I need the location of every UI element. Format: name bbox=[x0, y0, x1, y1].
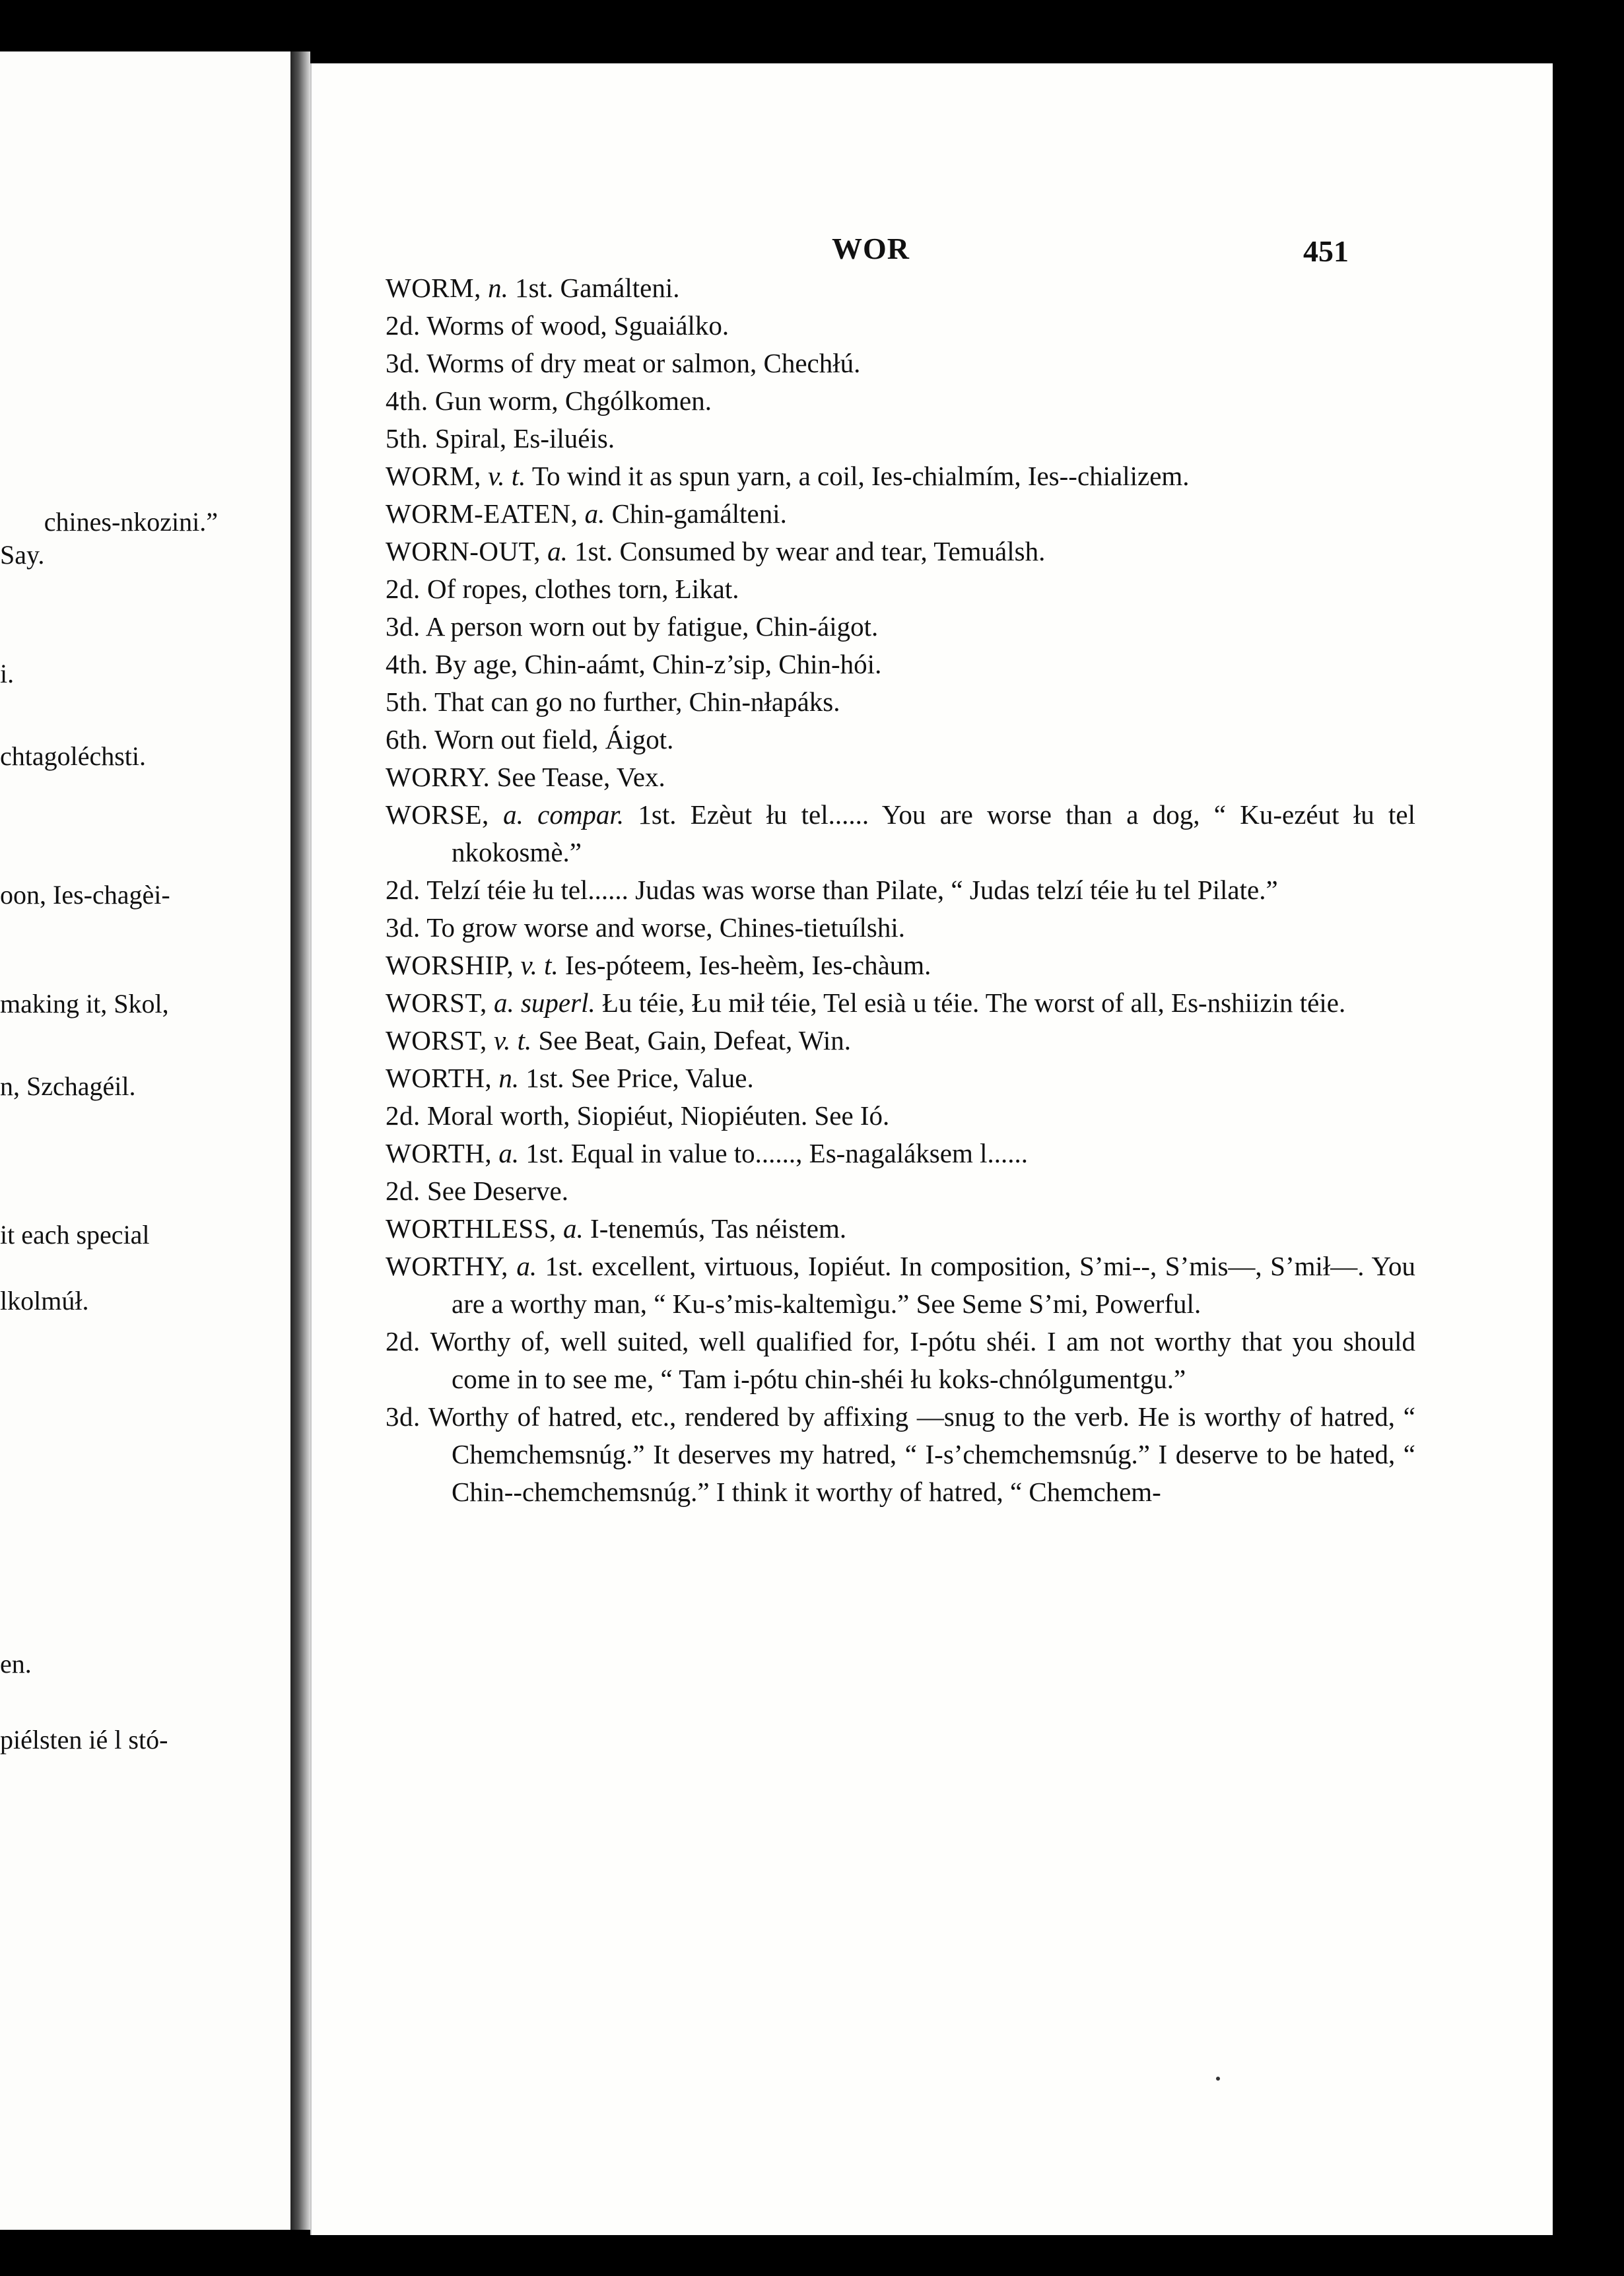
dictionary-entry bbox=[386, 1059, 1415, 1097]
entry-grammar: n. bbox=[498, 1063, 520, 1093]
dictionary-entry bbox=[386, 796, 1415, 871]
dictionary-entry bbox=[386, 721, 1415, 758]
entry-headword: 2d. bbox=[386, 1100, 421, 1131]
dictionary-entry bbox=[386, 307, 1415, 345]
fragment-line: piélsten ié l stó- bbox=[0, 1725, 168, 1755]
entry-headword: 2d. bbox=[386, 1176, 421, 1206]
facing-page-fragment bbox=[0, 51, 290, 2230]
entry-headword: 5th. bbox=[386, 686, 428, 717]
dictionary-entry bbox=[386, 457, 1415, 495]
dictionary-entry bbox=[386, 570, 1415, 608]
entry-headword: 3d. bbox=[386, 1401, 421, 1432]
dictionary-entry bbox=[386, 1172, 1415, 1210]
dictionary-entry bbox=[386, 1097, 1415, 1135]
dictionary-page bbox=[310, 63, 1553, 2235]
entry-headword: 2d. bbox=[386, 1326, 421, 1356]
entry-headword: WORSE, bbox=[386, 799, 489, 830]
dictionary-entry bbox=[386, 420, 1415, 457]
dictionary-entry bbox=[386, 871, 1415, 909]
dictionary-entry bbox=[386, 1248, 1415, 1323]
entry-headword: WORN-OUT, bbox=[386, 536, 541, 566]
entry-text: That can go no further, Chin-nłapáks. bbox=[428, 686, 840, 717]
entry-text: Ies-póteem, Ies-heèm, Ies-chàum. bbox=[558, 950, 931, 980]
fragment-line: i. bbox=[0, 659, 15, 688]
entry-grammar: a. bbox=[516, 1251, 537, 1281]
dictionary-entry bbox=[386, 646, 1415, 683]
entry-text: 1st. Ezèut łu tel...... You are worse than a dog, “ Ku-ezéut łu tel nkokosmè.” bbox=[452, 799, 1415, 867]
entry-headword: 3d. bbox=[386, 348, 421, 378]
entry-headword: WORTHY, bbox=[386, 1251, 508, 1281]
entry-grammar: v. t. bbox=[488, 461, 526, 491]
entry-grammar: v. t. bbox=[493, 1025, 532, 1055]
entry-text: I-tenemús, Tas néistem. bbox=[583, 1213, 847, 1244]
entry-text: A person worn out by fatigue, Chin-áigot. bbox=[420, 611, 879, 642]
entry-text: 1st. Gamálteni. bbox=[508, 273, 680, 303]
fragment-line: making it, Skol, bbox=[0, 989, 169, 1019]
dictionary-entry bbox=[386, 495, 1415, 533]
entry-text: Worthy of hatred, etc., rendered by affixing —snug to the verb. He is worthy of hatred, “ Chemchemsnúg.” It deserves my hatred, “ I-s’chemchemsnúg.” I deserve to be hated, “ Chin--chemchemsnúg.” I think it worthy of hatred, “ Chemchem- bbox=[420, 1401, 1415, 1507]
fragment-line: it each special bbox=[0, 1220, 150, 1250]
entry-text: Gun worm, Chgólkomen. bbox=[428, 385, 712, 416]
entry-headword: 6th. bbox=[386, 724, 428, 754]
page-number: 451 bbox=[1303, 234, 1349, 268]
entry-headword: WORTHLESS, bbox=[386, 1213, 557, 1244]
dictionary-entry bbox=[386, 382, 1415, 420]
dictionary-entry bbox=[386, 1022, 1415, 1059]
entry-text: 1st. excellent, virtuous, Iopiéut. In composition, S’mi--, S’mis—, S’mił—. You are a worthy man, “ Ku-s’mis-kaltemìgu.” See Seme S’mi, Powerful. bbox=[452, 1251, 1415, 1319]
entry-list bbox=[386, 269, 1415, 1511]
entry-headword: 4th. bbox=[386, 385, 428, 416]
entry-text: Worthy of, well suited, well qualified for, I-pótu shéi. I am not worthy that you should come in to see me, “ Tam i-pótu chin-shéi łu koks-chnólgumentgu.” bbox=[420, 1326, 1415, 1394]
entry-grammar: a. compar. bbox=[503, 799, 625, 830]
dictionary-entry bbox=[386, 608, 1415, 646]
entry-headword: WORTH, bbox=[386, 1063, 492, 1093]
entry-text: To wind it as spun yarn, a coil, Ies-chialmím, Ies--chializem. bbox=[525, 461, 1190, 491]
dictionary-entry bbox=[386, 1135, 1415, 1172]
entry-headword: 3d. bbox=[386, 611, 421, 642]
entry-grammar: v. t. bbox=[520, 950, 558, 980]
entry-text: Worn out field, Áigot. bbox=[428, 724, 674, 754]
entry-text: Chin-gamálteni. bbox=[605, 498, 787, 529]
entry-headword: 2d. bbox=[386, 574, 421, 604]
dictionary-entry bbox=[386, 345, 1415, 382]
entry-headword: WORM-EATEN, bbox=[386, 498, 578, 529]
dictionary-entry bbox=[386, 984, 1415, 1022]
fragment-line: oon, Ies-chagèi- bbox=[0, 880, 170, 910]
dictionary-entry bbox=[386, 683, 1415, 721]
entry-grammar: n. bbox=[488, 273, 508, 303]
entry-headword: WORM, bbox=[386, 461, 481, 491]
entry-text: Spiral, Es-iluéis. bbox=[428, 423, 615, 453]
entry-headword: WORM, bbox=[386, 273, 481, 303]
dictionary-entry bbox=[386, 1210, 1415, 1248]
entry-grammar: a. superl. bbox=[493, 987, 595, 1018]
entry-headword: 4th. bbox=[386, 649, 428, 679]
dictionary-entry bbox=[386, 1323, 1415, 1398]
entry-headword: WORTH, bbox=[386, 1138, 492, 1168]
entry-headword: 5th. bbox=[386, 423, 428, 453]
book-gutter bbox=[290, 51, 310, 2230]
fragment-line: Say. bbox=[0, 540, 45, 570]
running-head bbox=[312, 231, 1553, 271]
entry-text: Worms of wood, Sguaiálko. bbox=[420, 310, 729, 341]
entry-grammar: a. bbox=[584, 498, 605, 529]
entry-headword: WORST, bbox=[386, 1025, 487, 1055]
running-head-title: WOR bbox=[832, 232, 910, 265]
entry-headword: 3d. bbox=[386, 912, 421, 943]
dictionary-entry bbox=[386, 269, 1415, 307]
entry-headword: 2d. bbox=[386, 875, 421, 905]
entry-text: See Tease, Vex. bbox=[490, 762, 665, 792]
entry-grammar: a. bbox=[547, 536, 568, 566]
entry-text: 1st. See Price, Value. bbox=[519, 1063, 754, 1093]
entry-headword: WORSHIP, bbox=[386, 950, 514, 980]
entry-text: Telzí téie łu tel...... Judas was worse than Pilate, “ Judas telzí téie łu tel Pilate.” bbox=[420, 875, 1278, 905]
dictionary-entry bbox=[386, 947, 1415, 984]
entry-text: Worms of dry meat or salmon, Chechłú. bbox=[420, 348, 861, 378]
entry-headword: 2d. bbox=[386, 310, 421, 341]
entry-text: 1st. Consumed by wear and tear, Temuálsh. bbox=[567, 536, 1046, 566]
print-speck bbox=[1216, 2077, 1220, 2081]
dictionary-entry bbox=[386, 758, 1415, 796]
entry-text: To grow worse and worse, Chines-tietuílshi. bbox=[420, 912, 906, 943]
fragment-line: chines-nkozini.” bbox=[44, 507, 218, 537]
entry-text: Moral worth, Siopiéut, Niopiéuten. See Ió. bbox=[420, 1100, 890, 1131]
entry-headword: WORST, bbox=[386, 987, 487, 1018]
entry-headword: WORRY. bbox=[386, 762, 491, 792]
fragment-line: chtagoléchsti. bbox=[0, 741, 147, 771]
dictionary-entry bbox=[386, 533, 1415, 570]
entry-text: See Beat, Gain, Defeat, Win. bbox=[531, 1025, 851, 1055]
dictionary-entry bbox=[386, 1398, 1415, 1511]
fragment-line: en. bbox=[0, 1649, 32, 1679]
entry-grammar: a. bbox=[498, 1138, 520, 1168]
fragment-line: lkolmúł. bbox=[0, 1286, 89, 1316]
entry-text: Łu téie, Łu mił téie, Tel esià u téie. The worst of all, Es-nshiizin téie. bbox=[595, 987, 1346, 1018]
entry-text: Of ropes, clothes torn, Łikat. bbox=[420, 574, 739, 604]
fragment-line: n, Szchagéil. bbox=[0, 1071, 136, 1101]
dictionary-entry bbox=[386, 909, 1415, 947]
entry-text: See Deserve. bbox=[420, 1176, 569, 1206]
entry-grammar: a. bbox=[563, 1213, 584, 1244]
entry-text: By age, Chin-aámt, Chin-z’sip, Chin-hói. bbox=[428, 649, 882, 679]
entry-text: 1st. Equal in value to......, Es-nagaláksem l...... bbox=[519, 1138, 1028, 1168]
